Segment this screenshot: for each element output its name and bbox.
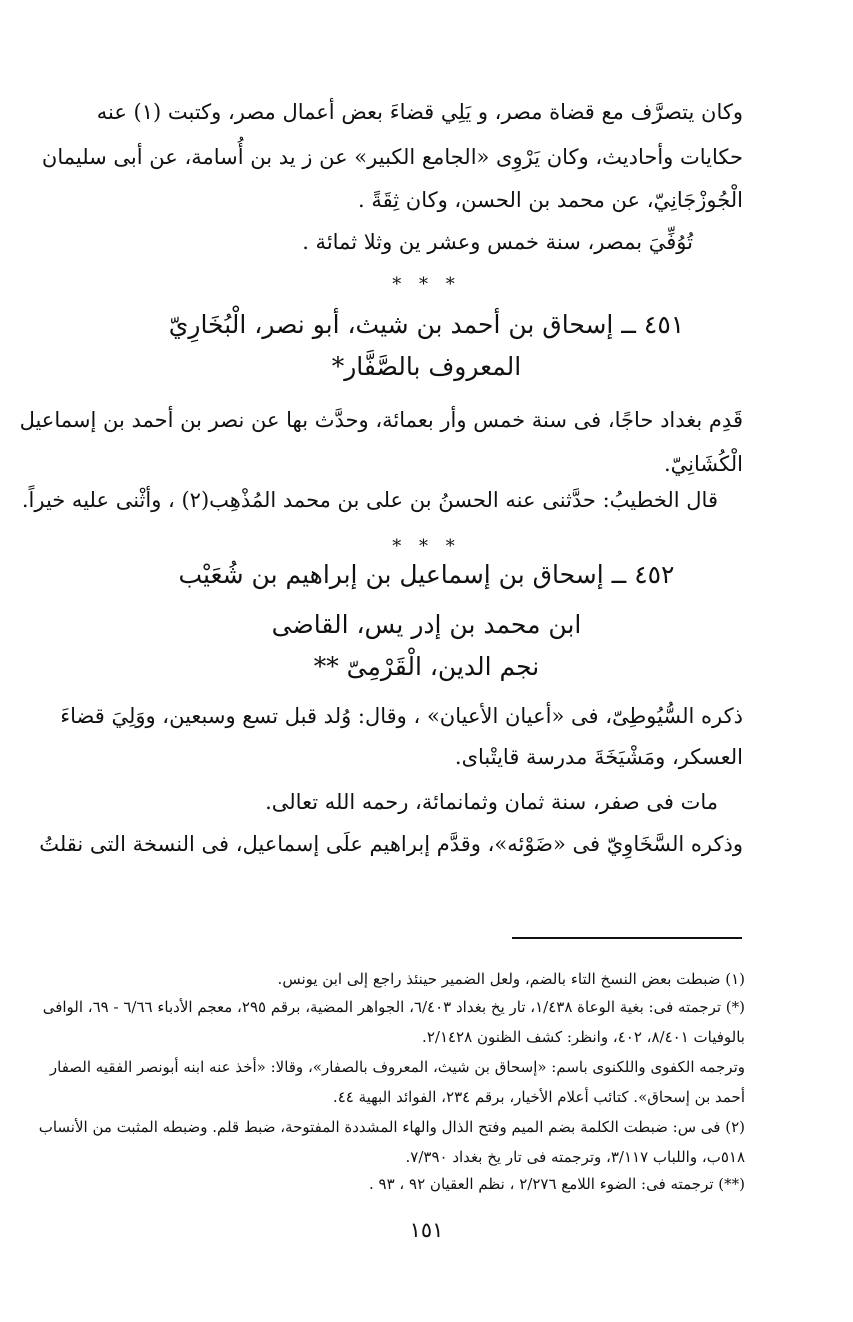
- entry-heading: ٤٥١ ــ إسحاق بن أحمد بن شيث، أبو نصر، الْبُخَارِيّ: [168, 310, 685, 339]
- entry-subheading: ابن محمد بن إدر يس، القاضى: [271, 610, 582, 639]
- section-separator: * * *: [392, 536, 461, 557]
- footnote-line: (*) ترجمته فى: بغية الوعاة ١/٤٣٨، تار يخ بغداد ٦/٤٠٣، الجواهر المضية، برقم ٢٩٥، معجم الأدباء ٦/٦٦ - ٦٩، الوافى: [42, 998, 745, 1016]
- body-line: قال الخطيبُ: حدَّثنى عنه الحسنُ بن على بن محمد المُذْهِب(٢) ، وأثْنى عليه خيراً.: [21, 488, 718, 512]
- section-separator: * * *: [392, 274, 461, 295]
- footnote-line: وترجمه الكفوى واللكنوى باسم: «إسحاق بن شيث، المعروف بالصفار»، وقالا: «أخذ عنه ابنه أبونصر الفقيه الصفار: [49, 1058, 745, 1076]
- footnote-divider: [512, 937, 742, 939]
- body-line: حكايات وأحاديث، وكان يَرْوِى «الجامع الكبير» عن ز يد بن أُسامة، عن أبى سليمان: [41, 145, 743, 169]
- body-line: مات فى صفر، سنة ثمان وثمانمائة، رحمه الله تعالى.: [265, 790, 718, 814]
- footnote-line: (١) ضبطت بعض النسخ التاء بالضم، ولعل الضمير حينئذ راجع إلى ابن يونس.: [277, 970, 745, 988]
- entry-subheading: المعروف بالصَّفَّار*: [331, 352, 522, 381]
- body-line: قَدِم بغداد حاجًا، فى سنة خمس وأر بعمائة، وحدَّث بها عن نصر بن أحمد بن إسماعيل: [19, 408, 743, 432]
- footnote-line: (**) ترجمته فى: الضوء اللامع ٢/٢٧٦ ، نظم العقيان ٩٢ ، ٩٣ .: [368, 1175, 745, 1193]
- body-line: الْكُشَانِيّ.: [664, 452, 743, 476]
- body-line: الْجُوزْجَانِيّ، عن محمد بن الحسن، وكان ثِقَةً .: [358, 188, 743, 212]
- entry-subheading: نجم الدين، الْقَرْمِىّ **: [313, 652, 540, 681]
- footnote-line: أحمد بن إسحاق». كتائب أعلام الأخيار، برقم ٢٣٤، الفوائد البهية ٤٤.: [332, 1088, 745, 1106]
- footnote-line: ٥١٨ب، واللباب ٣/١١٧، وترجمته فى تار يخ بغداد ٧/٣٩٠.: [405, 1148, 745, 1166]
- entry-heading: ٤٥٢ ــ إسحاق بن إسماعيل بن إبراهيم بن شُعَيْب: [178, 560, 675, 589]
- footnote-line: بالوفيات ٨/٤٠١، ٤٠٢، وانظر: كشف الظنون ٢/١٤٢٨.: [422, 1028, 745, 1046]
- body-line: ذكره السُّيُوطِىّ، فى «أعيان الأعيان» ، وقال: وُلد قبل تسع وسبعين، ووَلِيَ قضاءَ: [60, 704, 743, 728]
- page-number: ١٥١: [409, 1218, 444, 1242]
- body-line: وذكره السَّخَاوِيّ فى «ضَوْئه»، وقدَّم إبراهيم علَى إسماعيل، فى النسخة التى نقلتُ: [39, 832, 743, 856]
- body-line: وكان يتصرَّف مع قضاة مصر، و يَلِي قضاءَ بعض أعمال مصر، وكتبت (١) عنه: [96, 100, 743, 124]
- body-line: تُوُفِّيَ بمصر، سنة خمس وعشر ين وثلا ثمائة .: [302, 230, 693, 254]
- body-line: العسكر، ومَشْيَخَةَ مدرسة قايتْباى.: [454, 745, 743, 769]
- footnote-line: (٢) فى س: ضبطت الكلمة بضم الميم وفتح الذال والهاء المشددة المفتوحة، ضبط قلم. وضبطه المثبت من الأنساب: [38, 1118, 745, 1136]
